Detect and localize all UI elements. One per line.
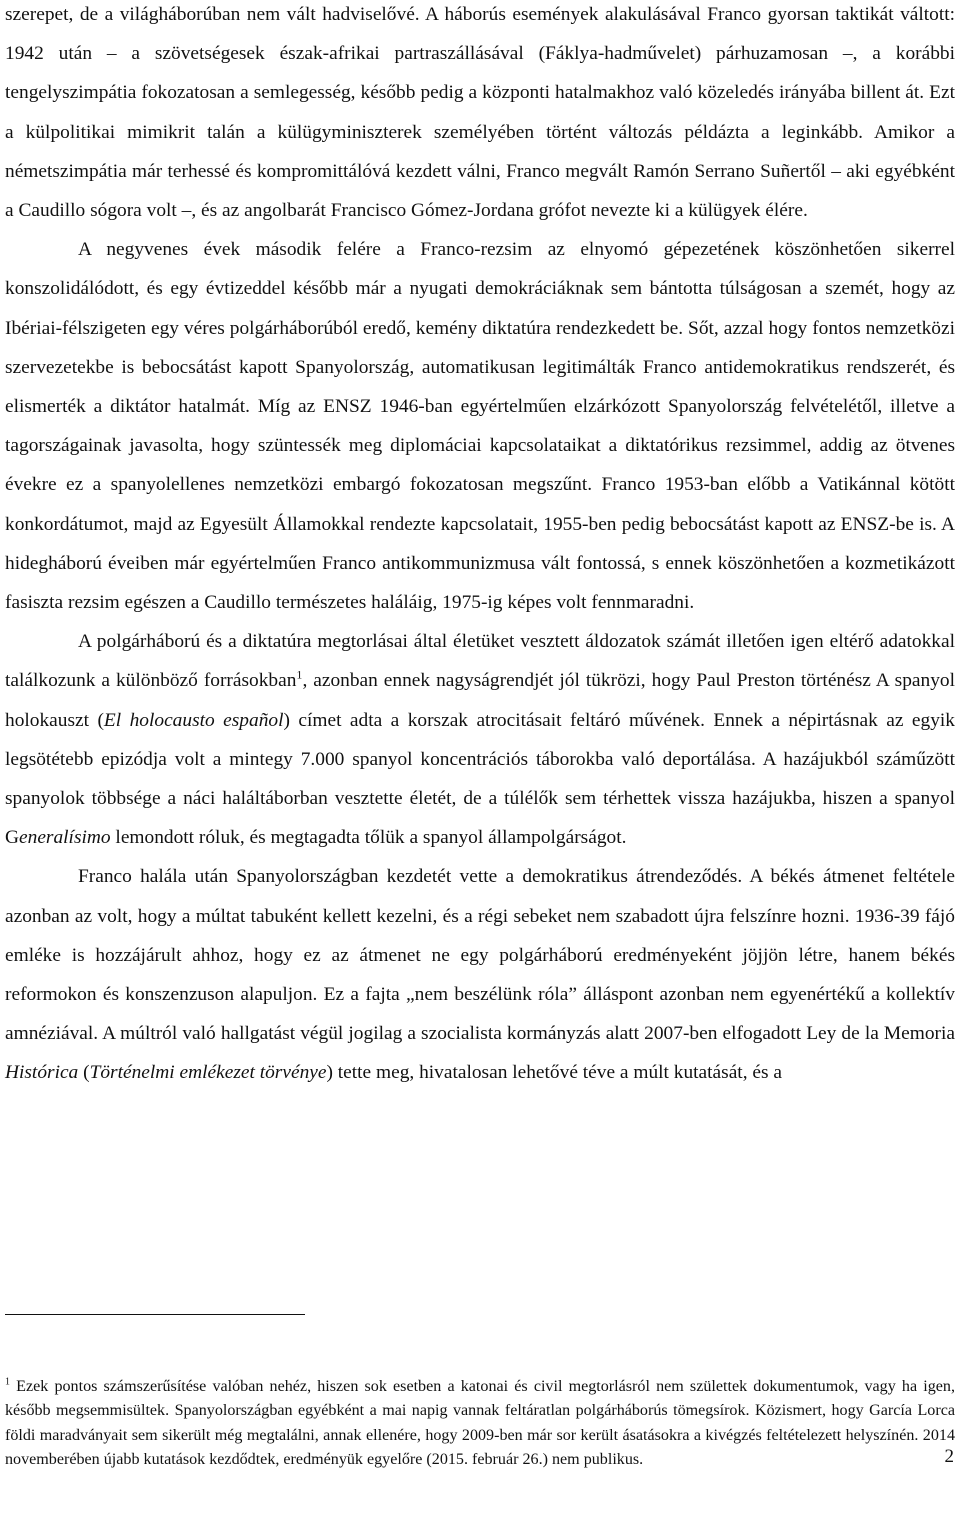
italic-text: eneralísimo	[19, 827, 111, 849]
paragraph	[5, 0, 960, 230]
paragraph	[5, 857, 960, 1092]
footnote-text: Ezek pontos számszerűsítése valóban nehéz, hiszen sok esetben a katonai és civil megtorlásról nem születtek dokumentumok, vagy ha igen, később megsemmisültek. Spanyolországban egyébként a mai napig vannak feltáratlan polgárháborús tömegsírok. Közismert, hogy García Lorca földi maradványait sem sikerült még megtalálni, annak ellenére, hogy 2009-ben már sor került ásatásokra a kivégzés feltételezett helyszínén. 2014 novemberében újabb kutatások kezdődtek, eredményük egyelőre (2015. február 26.) nem publikus.	[5, 1377, 960, 1469]
paragraph	[5, 230, 960, 622]
page-number: 2	[944, 1446, 954, 1467]
footnote-marker: 1	[5, 1376, 10, 1388]
text-run: (	[78, 1062, 90, 1084]
paragraph	[5, 622, 960, 857]
text-run: Franco halála után Spanyolországban kezdetét vette a demokratikus átrendeződés. A békés átmenet feltétele azonban az volt, hogy a múltat tabuként kellett kezelni, és a régi sebeket nem szabadott újra felszínre hozni. 1936-39 fájó emléke is hozzájárult ahhoz, hogy ez az átmenet ne egy polgárháború eredményeként jöjjön létre, hanem békés reformokon és konszenzuson alapuljon. Ez a fajta „nem beszélünk róla” álláspont azonban nem egyenértékű a kollektív amnéziával. A múltról való hallgatást végül jogilag a szocialista kormányzás alatt 2007-ben elfogadott Ley de la Memoria	[5, 866, 960, 1045]
footnotes	[5, 1326, 960, 1521]
text-run: lemondott róluk, és megtagadta tőlük a spanyol állampolgárságot.	[110, 827, 627, 849]
italic-text: Történelmi emlékezet törvénye	[89, 1062, 327, 1084]
italic-text: El holocausto español	[103, 709, 284, 731]
footnote-1	[5, 1375, 960, 1473]
footnote-separator	[5, 1314, 305, 1315]
text-run: , azonban ennek nagyságrendjét jól tükrözi, hogy Paul Preston történész A spanyol holokauszt (	[5, 670, 960, 731]
text-run: A negyvenes évek második felére a Franco-rezsim az elnyomó gépezetének köszönhetően sikerrel konszolidálódott, és egy évtizeddel később már a nyugati demokráciáknak sem bántotta túlságosan a szemét, hogy az Ibériai-félszigeten egy véres polgárháborúból eredő, kemény diktatúra rendezkedett be. Sőt, azzal hogy fontos nemzetközi szervezetekbe is bebocsátást kapott Spanyolország, automatikusan legitimálták Franco antidemokratikus rendszerét, és elismerték a diktátor hatalmát. Míg az ENSZ 1946-ban egyértelműen elzárkózott Spanyolország felvételétől, illetve a tagországainak javasolta, hogy szüntessék meg diplomáciai kapcsolataikat a diktatórikus rezsimmel, addig az ötvenes évekre ez a spanyolellenes nemzetközi embargó fokozatosan megszűnt. Franco 1953-ban előbb a Vatikánnal kötött konkordátumot, majd az Egyesült Államokkal rendezte kapcsolatait, 1955-ben pedig bebocsátást kapott az ENSZ-be is. A hidegháború éveiben már egyértelműen Franco antikommunizmusa vált fontossá, s ennek köszönhetően a kozmetikázott fasiszta rezsim egészen a Caudillo természetes haláláig, 1975-ig képes volt fennmaradni.	[5, 239, 960, 614]
text-run: szerepet, de a világháborúban nem vált hadviselővé. A háborús események alakulásával Franco gyorsan taktikát váltott: 1942 után – a szövetségesek észak-afrikai partraszállásával (Fáklya-hadművelet) párhuzamosan –, a korábbi tengelyszimpátia fokozatosan a semlegesség, később pedig a központi hatalmakhoz való közeledés irányába billent át. Ezt a külpolitikai mimikrit talán a külügyminiszterek személyében történt változás példázta a leginkább. Amikor a németszimpátia már terhessé és kompromittálóvá kezdett válni, Franco megvált Ramón Serrano Suñertől – aki egyébként a Caudillo sógora volt –, és az angolbarát Francisco Gómez-Jordana grófot nevezte ki a külügyek élére.	[5, 4, 960, 222]
italic-text: Histórica	[5, 1062, 79, 1084]
text-run: ) címet adta a korszak atrocitásait feltáró művének. Ennek a népirtásnak az egyik legsötétebb epizódja volt a mintegy 7.000 spanyol koncentrációs táborokba való deportálása. A hazájukból száműzött spanyolok többsége a náci haláltáborban vesztette életét, de a túlélők sem térhettek vissza hazájukba, hiszen a spanyol G	[5, 709, 960, 849]
text-run: A polgárháború és a diktatúra megtorlásai által életüket vesztett áldozatok számát illetően igen eltérő adatokkal találkozunk a különböző forrásokban	[5, 631, 960, 692]
footnote-reference: 1	[296, 667, 303, 682]
body-text	[5, 0, 960, 1093]
text-run: ) tette meg, hivatalosan lehetővé téve a múlt kutatását, és a	[326, 1062, 782, 1084]
